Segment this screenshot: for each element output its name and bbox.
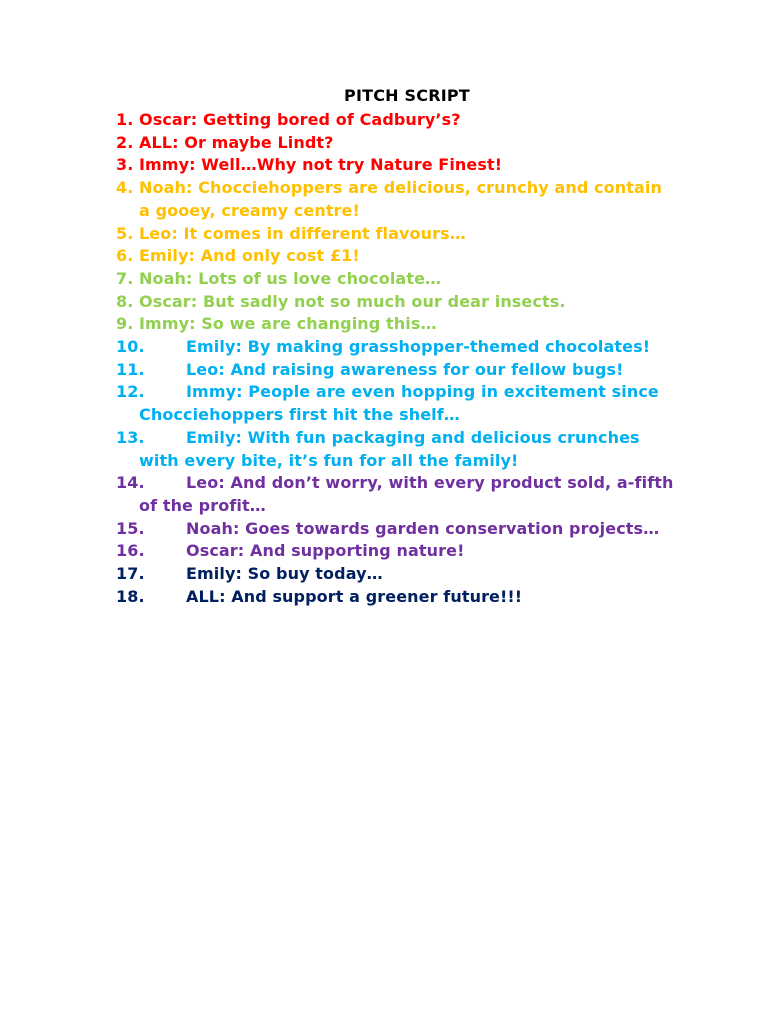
line-text: Noah: Chocciehoppers are delicious, crunchy and contain (139, 178, 662, 198)
script-line (116, 177, 741, 222)
line-text: Noah: Lots of us love chocolate… (139, 268, 442, 288)
script-line (116, 336, 741, 359)
line-text: Leo: And don’t worry, with every product sold, a-fifth (186, 473, 674, 493)
line-number: 8. (116, 291, 134, 311)
line-number: 15. (116, 518, 145, 538)
line-continuation: a gooey, creamy centre! (139, 200, 360, 220)
line-text: Emily: And only cost £1! (139, 246, 360, 266)
line-number: 12. (116, 382, 145, 402)
line-number: 3. (116, 155, 134, 175)
line-number: 5. (116, 223, 134, 243)
line-number: 16. (116, 541, 145, 561)
line-number: 4. (116, 178, 134, 198)
script-line (116, 427, 741, 472)
line-text: Immy: People are even hopping in excitement since (186, 382, 659, 402)
line-text: Immy: Well…Why not try Nature Finest! (139, 155, 503, 175)
line-text: Emily: By making grasshopper-themed chocolates! (186, 337, 651, 357)
line-continuation: with every bite, it’s fun for all the family! (139, 450, 519, 470)
line-text: ALL: Or maybe Lindt? (139, 132, 334, 152)
line-number: 17. (116, 564, 145, 584)
line-text: Immy: So we are changing this… (139, 314, 437, 334)
script-line (116, 268, 741, 291)
line-continuation: Chocciehoppers first hit the shelf… (139, 405, 460, 425)
line-number: 1. (116, 110, 134, 129)
line-number: 2. (116, 132, 134, 152)
line-number: 7. (116, 268, 134, 288)
line-text: Leo: It comes in different flavours… (139, 223, 466, 243)
line-number: 18. (116, 586, 145, 606)
line-continuation: of the profit… (139, 495, 266, 515)
line-text: Emily: So buy today… (186, 564, 383, 584)
script-line (116, 586, 741, 609)
script-line (116, 518, 741, 541)
page-title: PITCH SCRIPT (344, 86, 470, 105)
script-line (116, 291, 741, 314)
line-number: 11. (116, 359, 145, 379)
line-number: 14. (116, 473, 145, 493)
script-line (116, 109, 741, 132)
script-line (116, 313, 741, 336)
script-line (116, 245, 741, 268)
line-text: Leo: And raising awareness for our fellow bugs! (186, 359, 624, 379)
script-line (116, 132, 741, 155)
script-line (116, 563, 741, 586)
line-number: 10. (116, 337, 145, 357)
script-list (116, 109, 741, 608)
line-text: Noah: Goes towards garden conservation projects… (186, 518, 660, 538)
script-line (116, 381, 741, 426)
line-number: 6. (116, 246, 134, 266)
line-text: Oscar: Getting bored of Cadbury’s? (139, 110, 461, 129)
line-number: 9. (116, 314, 134, 334)
line-text: ALL: And support a greener future!!! (186, 586, 523, 606)
line-number: 13. (116, 427, 145, 447)
line-text: Oscar: But sadly not so much our dear insects. (139, 291, 566, 311)
line-text: Oscar: And supporting nature! (186, 541, 465, 561)
script-line (116, 359, 741, 382)
line-text: Emily: With fun packaging and delicious crunches (186, 427, 640, 447)
script-line (116, 540, 741, 563)
script-line (116, 223, 741, 246)
script-line (116, 472, 741, 517)
script-line (116, 154, 741, 177)
